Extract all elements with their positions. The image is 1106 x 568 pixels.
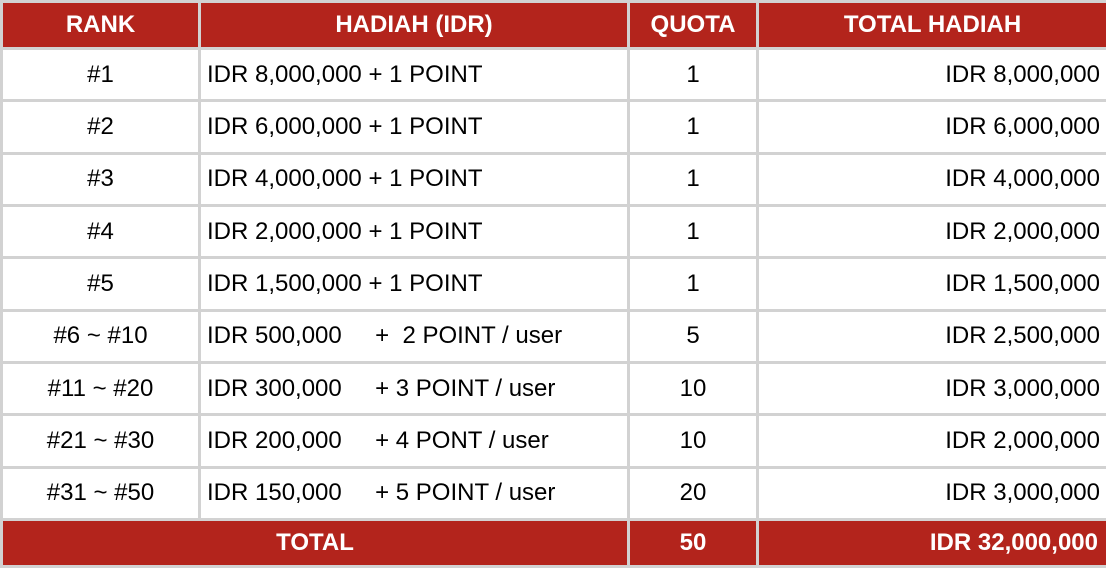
total-cell: IDR 2,000,000 bbox=[759, 416, 1106, 465]
prize-cell: IDR 500,000 + 2 POINT / user bbox=[201, 312, 627, 361]
quota-cell: 1 bbox=[630, 259, 756, 308]
total-cell: IDR 1,500,000 bbox=[759, 259, 1106, 308]
rank-cell: #6 ~ #10 bbox=[3, 312, 198, 361]
footer-label: TOTAL bbox=[3, 521, 627, 565]
quota-cell: 10 bbox=[630, 416, 756, 465]
total-cell: IDR 3,000,000 bbox=[759, 364, 1106, 413]
rank-cell: #4 bbox=[3, 207, 198, 256]
total-cell: IDR 2,500,000 bbox=[759, 312, 1106, 361]
rank-cell: #1 bbox=[3, 50, 198, 99]
table-row bbox=[3, 102, 1106, 151]
quota-cell: 1 bbox=[630, 207, 756, 256]
table-row bbox=[3, 259, 1106, 308]
table-row bbox=[3, 207, 1106, 256]
table-row bbox=[3, 312, 1106, 361]
rank-cell: #21 ~ #30 bbox=[3, 416, 198, 465]
header-total: TOTAL HADIAH bbox=[759, 3, 1106, 47]
prize-cell: IDR 2,000,000 + 1 POINT bbox=[201, 207, 627, 256]
footer-row bbox=[3, 521, 1106, 565]
table-row bbox=[3, 469, 1106, 518]
table-row bbox=[3, 416, 1106, 465]
total-cell: IDR 8,000,000 bbox=[759, 50, 1106, 99]
footer-total: IDR 32,000,000 bbox=[759, 521, 1106, 565]
rank-cell: #31 ~ #50 bbox=[3, 469, 198, 518]
total-cell: IDR 3,000,000 bbox=[759, 469, 1106, 518]
quota-cell: 20 bbox=[630, 469, 756, 518]
header-quota: QUOTA bbox=[630, 3, 756, 47]
prize-cell: IDR 300,000 + 3 POINT / user bbox=[201, 364, 627, 413]
header-prize: HADIAH (IDR) bbox=[201, 3, 627, 47]
quota-cell: 10 bbox=[630, 364, 756, 413]
header-rank: RANK bbox=[3, 3, 198, 47]
table-row bbox=[3, 364, 1106, 413]
quota-cell: 1 bbox=[630, 155, 756, 204]
rank-cell: #5 bbox=[3, 259, 198, 308]
prize-cell: IDR 6,000,000 + 1 POINT bbox=[201, 102, 627, 151]
prize-cell: IDR 1,500,000 + 1 POINT bbox=[201, 259, 627, 308]
header-row bbox=[3, 3, 1106, 47]
footer-quota: 50 bbox=[630, 521, 756, 565]
quota-cell: 1 bbox=[630, 102, 756, 151]
table-row bbox=[3, 155, 1106, 204]
table-row bbox=[3, 50, 1106, 99]
rank-cell: #2 bbox=[3, 102, 198, 151]
quota-cell: 5 bbox=[630, 312, 756, 361]
prize-cell: IDR 8,000,000 + 1 POINT bbox=[201, 50, 627, 99]
quota-cell: 1 bbox=[630, 50, 756, 99]
prize-cell: IDR 4,000,000 + 1 POINT bbox=[201, 155, 627, 204]
rank-cell: #3 bbox=[3, 155, 198, 204]
total-cell: IDR 6,000,000 bbox=[759, 102, 1106, 151]
total-cell: IDR 4,000,000 bbox=[759, 155, 1106, 204]
prize-cell: IDR 200,000 + 4 PONT / user bbox=[201, 416, 627, 465]
prize-cell: IDR 150,000 + 5 POINT / user bbox=[201, 469, 627, 518]
total-cell: IDR 2,000,000 bbox=[759, 207, 1106, 256]
rank-cell: #11 ~ #20 bbox=[3, 364, 198, 413]
